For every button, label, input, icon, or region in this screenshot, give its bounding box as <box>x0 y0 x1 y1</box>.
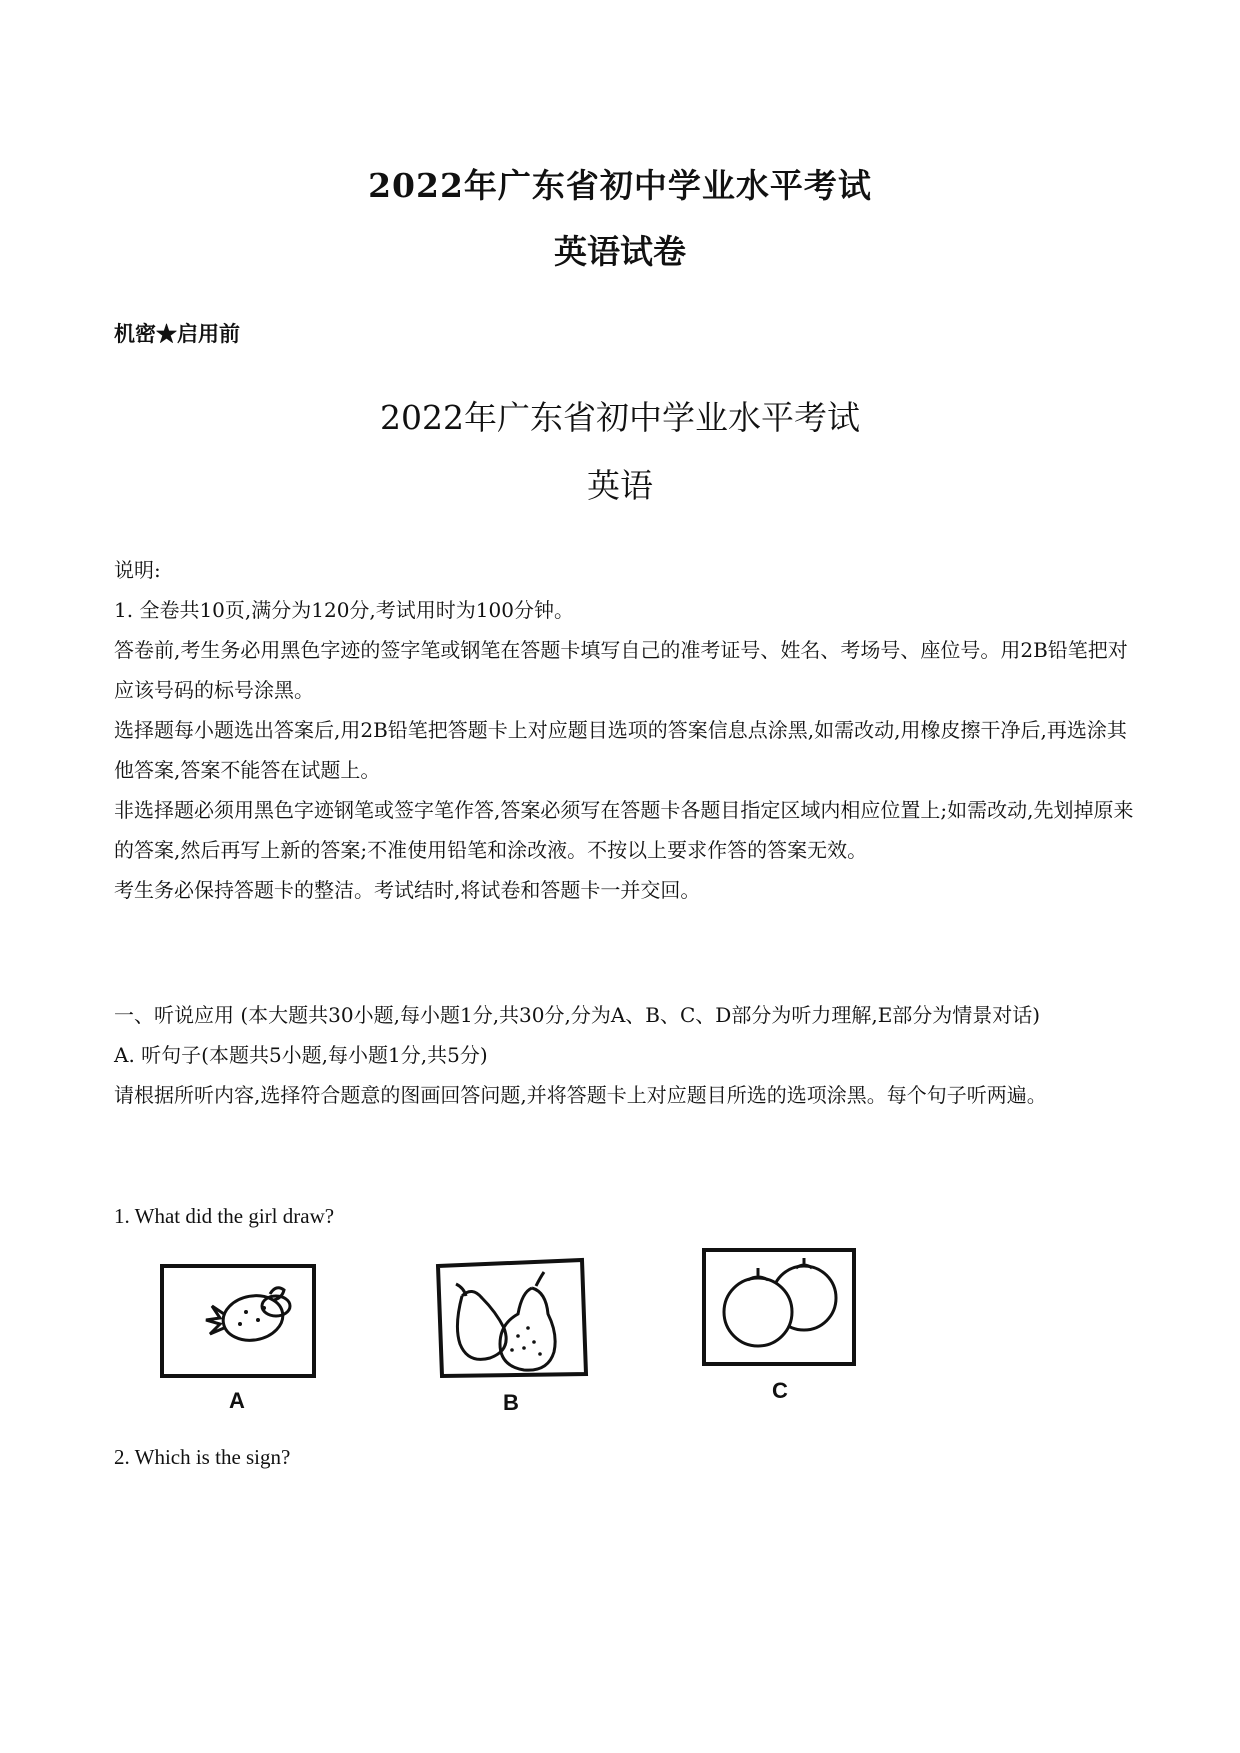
part-a-instructions: 请根据所听内容,选择符合题意的图画回答问题,并将答题卡上对应题目所选的选项涂黑。每个句子听两遍。 <box>114 1083 1047 1107</box>
exam-title: 2022年广东省初中学业水平考试 <box>380 398 860 437</box>
option-b-label: B <box>503 1390 519 1415</box>
instruction-line-5: 考生务必保持答题卡的整洁。考试结时,将试卷和答题卡一并交回。 <box>114 878 701 902</box>
instructions-heading: 说明: <box>114 558 161 582</box>
document-subtitle: 英语试卷 <box>554 232 686 271</box>
tomato-picture <box>700 1246 860 1370</box>
exam-subject: 英语 <box>587 466 653 505</box>
pear-picture <box>432 1256 592 1380</box>
document-title: 2022年广东省初中学业水平考试 <box>368 166 872 205</box>
instruction-line-3: 选择题每小题选出答案后,用2B铅笔把答题卡上对应题目选项的答案信息点涂黑,如需改动,用橡皮擦干净后,再选涂其他答案,答案不能答在试题上。 <box>114 718 1127 782</box>
strawberry-picture <box>158 1262 318 1380</box>
instruction-line-2: 答卷前,考生务必用黑色字迹的签字笔或钢笔在答题卡填写自己的准考证号、姓名、考场号、座位号。用2B铅笔把对应该号码的标号涂黑。 <box>114 638 1128 702</box>
question-2: 2. Which is the sign? <box>114 1445 291 1469</box>
section-heading: 一、听说应用 (本大题共30小题,每小题1分,共30分,分为A、B、C、D部分为听力理解,E部分为情景对话) <box>114 1003 1041 1027</box>
confidential-label: 机密★启用前 <box>114 321 240 346</box>
instruction-line-1: 1. 全卷共10页,满分为120分,考试用时为100分钟。 <box>114 598 574 622</box>
question-1: 1. What did the girl draw? <box>114 1204 335 1228</box>
option-a-label: A <box>229 1388 245 1413</box>
section-listening <box>114 995 1134 1115</box>
part-a-heading: A. 听句子(本题共5小题,每小题1分,共5分) <box>114 1043 488 1067</box>
instructions-block <box>114 550 1134 910</box>
instruction-line-4: 非选择题必须用黑色字迹钢笔或签字笔作答,答案必须写在答题卡各题目指定区域内相应位置上;如需改动,先划掉原来的答案,然后再写上新的答案;不准使用铅笔和涂改液。不按以上要求作答的答案无效。 <box>114 798 1134 862</box>
option-c-label: C <box>772 1378 788 1403</box>
